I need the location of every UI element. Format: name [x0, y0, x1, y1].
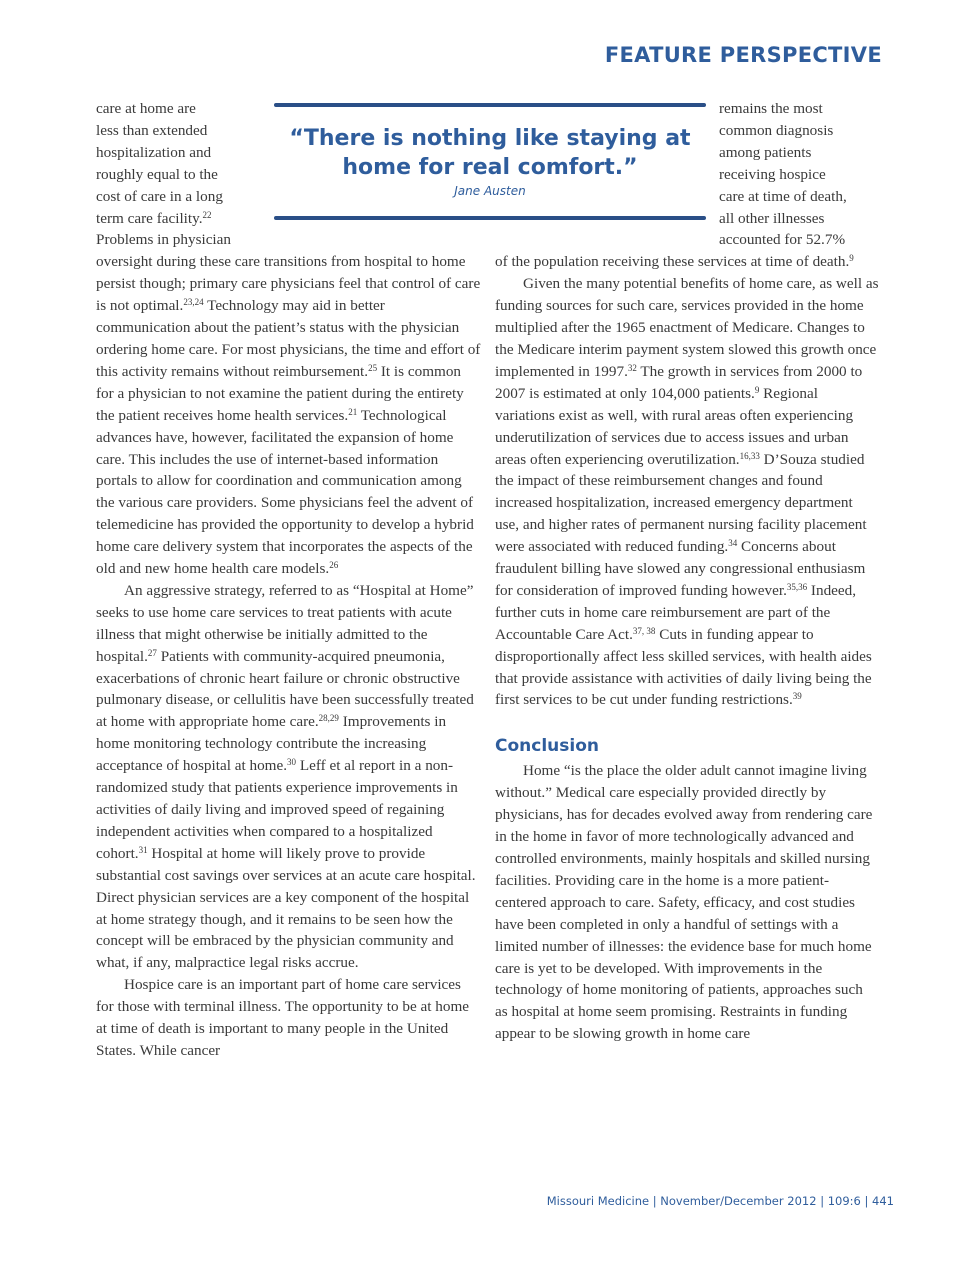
citation: 37, 38	[632, 625, 656, 636]
text-run: D’Souza studied the impact of these reimbursement changes and found increased hospitalization, increased emergency department use, and higher rates of permanent nursing facility placement were associated with reduced funding.	[495, 450, 867, 556]
text-run: An aggressive strategy, referred to as “Hospital at Home” seeks to use home care services to treat patients with acute illness that might otherwise be initially admitted to the hospital.	[96, 581, 474, 665]
text-run: Concerns about fraudulent billing have slowed any congressional enthusiasm for consideration of improved funding however.	[495, 538, 866, 599]
text-line: hospitalization and	[96, 143, 212, 161]
conclusion-heading: Conclusion	[495, 736, 599, 757]
text-run: Hospital at home will likely prove to provide substantial cost savings over services at an acute care hospital. Direct physician services are a key component of the hospital at home strategy though, and it remains to be seen how the concept will be embraced by the physician community and what, if any, malpractice legal risks accrue.	[96, 844, 476, 972]
body-paragraph	[96, 974, 482, 1062]
text-run: Cuts in funding appear to disproportionally affect less skilled services, with health aides that provide assistance with activities of daily living being the first services to be cut under funding restrictions.	[495, 625, 872, 709]
text-line: less than extended	[96, 121, 208, 139]
text-run: Hospice care is an important part of home care services for those with terminal illness. The opportunity to be at home at time of death is important to many people in the United States. While cancer	[96, 976, 470, 1059]
pull-quote-text: “There is nothing like staying at home for real comfort.”	[289, 126, 691, 180]
left-narrow-lines	[96, 98, 256, 251]
citation: 22	[202, 209, 212, 220]
right-narrow-lines	[719, 98, 879, 251]
citation: 9	[754, 384, 760, 395]
text-line: roughly equal to the	[96, 165, 218, 183]
citation: 16,33	[739, 450, 760, 461]
text-run: of the population receiving these services at time of death.	[495, 253, 850, 271]
text-run: It is common for a physician to not examine the patient during the entirety the patient receives home health services.	[96, 362, 464, 424]
text-run: Improvements in home monitoring technology contribute the increasing acceptance of hospital at home.	[96, 713, 447, 775]
text-run: Leff et al report in a non-randomized study that patients experience improvements in activities of daily living and improved speed of regaining independent activities when compared to a hospitalized cohort.	[96, 757, 458, 862]
text-run: Technological advances have, however, facilitated the expansion of home care. This includes the use of internet-based information portals to allow for coordination and communication among the various care providers. Some physicians feel the advent of telemedicine has provided the opportunity to develop a hybrid home care delivery system that incorporates the aspects of the old and new home health care models.	[96, 406, 474, 578]
text-line: remains the most	[719, 100, 823, 117]
text-run: The growth in services from 2000 to 2007 is estimated at only 104,000 patients.	[495, 362, 863, 402]
citation: 26	[329, 560, 339, 571]
text-line: cost of care in a long	[96, 187, 223, 205]
text-run: oversight during these care transitions from hospital to home persist though; primary care physicians feel that control of care is not optimal.	[96, 253, 481, 315]
text-run: Technology may aid in better communication about the patient’s status with the physician ordering home care. For most physicians, the time and effort of this activity remains without reimbursement.	[96, 297, 481, 380]
text-run: Regional variations exist as well, with rural areas often experiencing underutilization of services due to access issues and urban areas often experiencing overutilization.	[495, 384, 854, 468]
text-line: all other illnesses	[719, 209, 825, 227]
citation: 30	[287, 757, 297, 768]
body-paragraph	[495, 251, 879, 273]
citation: 21	[348, 406, 358, 417]
text-line: accounted for 52.7%	[719, 231, 846, 249]
citation: 9	[849, 253, 854, 264]
right-column	[495, 98, 879, 1045]
body-paragraph	[495, 760, 879, 1045]
text-line: common diagnosis	[719, 121, 834, 139]
citation: 35,36	[786, 581, 808, 592]
pull-quote-author: Jane Austen	[454, 184, 526, 198]
text-line: among patients	[719, 143, 812, 161]
text-line: care at time of death,	[719, 187, 847, 205]
citation: 23,24	[183, 297, 204, 308]
citation: 25	[368, 362, 378, 373]
body-paragraph	[96, 251, 482, 580]
text-run: Indeed, further cuts in home care reimbursement are part of the Accountable Care Act.	[495, 581, 857, 643]
text-run: Home “is the place the older adult cannot imagine living without.” Medical care especially provided directly by physicians, has for decades evolved away from rendering care in the home in favor of more technologically advanced and controlled environments, mainly hospitals and skilled nursing facilities. Providing care in the home is a more patient-centered approach to care. Safety, efficacy, and cost studies have been completed in only a handful of settings with a limited number of illnesses: the evidence base for much home care is yet to be developed. With improvements in the technology of home monitoring of patients, approaches such as hospital at home seem promising. Restraints in funding appear to be slowing growth in home care	[495, 762, 873, 1043]
citation: 39	[792, 691, 802, 702]
text-run: Patients with community-acquired pneumonia, exacerbations of chronic heart failure or chronic obstructive pulmonary disease, or cellulitis have been successfully treated at home with appropriate home care.	[96, 647, 474, 731]
text-line: term care facility.$^{22}$	[96, 209, 212, 227]
citation: 34	[728, 538, 738, 549]
citation: 31	[138, 844, 148, 855]
section-header: FEATURE PERSPECTIVE	[604, 43, 882, 67]
text-line: Problems in physician	[96, 231, 231, 249]
citation: 27	[147, 647, 157, 658]
text-line: receiving hospice	[719, 165, 826, 183]
left-column	[96, 98, 482, 1062]
body-paragraph	[495, 273, 879, 711]
citation: 32	[627, 362, 637, 373]
body-paragraph	[96, 580, 482, 974]
page-footer: Missouri Medicine | November/December 2012 | 109:6 | 441	[546, 1194, 894, 1208]
citation: 28,29	[318, 713, 339, 724]
text-run: Given the many potential benefits of home care, as well as funding sources for such care, services provided in the home multiplied after the 1965 enactment of Medicare. Changes to the Medicare interim payment system slowed this growth once implemented in 1997.	[495, 275, 879, 380]
text-line: care at home are	[96, 100, 196, 117]
